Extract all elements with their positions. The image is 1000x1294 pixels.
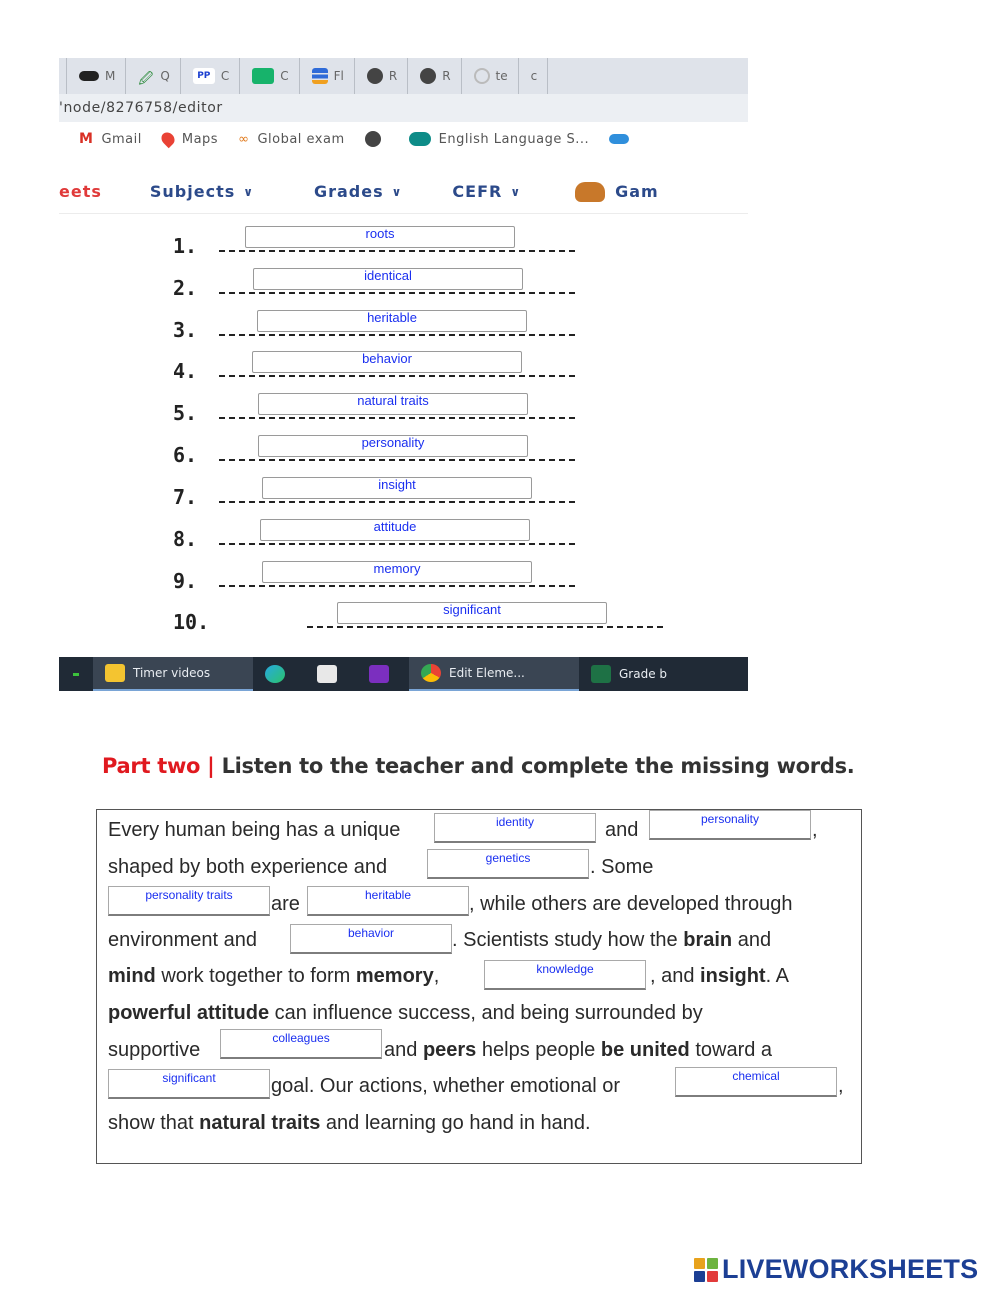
answer-box[interactable]: genetics: [427, 849, 589, 879]
bookmarks-bar: [59, 122, 748, 156]
dashed-line: [219, 585, 575, 587]
chevron-down-icon: ∨: [243, 184, 254, 199]
chrome-icon: [421, 664, 441, 682]
address-bar[interactable]: [59, 94, 748, 122]
folder-icon: [105, 664, 125, 682]
taskbar-onenote[interactable]: [357, 657, 409, 691]
browser-tab[interactable]: PP C: [181, 58, 240, 94]
taskbar-chrome-edit-element[interactable]: Edit Eleme...: [409, 657, 579, 691]
editor-screenshot: [59, 58, 748, 691]
gmail-icon: M: [79, 131, 94, 147]
answer-box[interactable]: behavior: [290, 924, 452, 954]
answer-box[interactable]: identity: [434, 813, 596, 843]
forms-icon: [312, 68, 328, 84]
bookmark-english-language[interactable]: English Language S...: [409, 132, 590, 147]
status-dot-icon: [73, 673, 79, 676]
browser-tab[interactable]: C: [240, 58, 299, 94]
answer-box[interactable]: significant: [337, 602, 607, 624]
browser-tab[interactable]: M: [67, 58, 126, 94]
cloud-icon: [609, 134, 629, 144]
dashed-line: [219, 375, 575, 377]
answer-box[interactable]: significant: [108, 1069, 270, 1099]
pen-icon: 🖉: [138, 71, 154, 87]
sharepoint-icon: [409, 132, 431, 146]
bookmark-maps[interactable]: Maps: [162, 132, 218, 147]
dashed-line: [307, 626, 663, 628]
answer-box[interactable]: memory: [262, 561, 532, 583]
bookmark-gmail[interactable]: M Gmail: [79, 131, 142, 147]
browser-tab[interactable]: [59, 58, 67, 94]
onenote-icon: [369, 665, 389, 683]
list-item: 3. heritable: [173, 310, 593, 352]
browser-tab[interactable]: Fl: [300, 58, 355, 94]
globe-icon: [420, 68, 436, 84]
browser-tab[interactable]: c: [519, 58, 549, 94]
address-text: 'node/8276758/editor: [59, 100, 223, 116]
logo-wordmark: LIVEWORKSHEETS: [722, 1254, 979, 1284]
cloze-passage: Every human being has a unique identity and personality , shaped by both experience and genetics . Some personality traits are heritable , while others are developed through environment and behavior . Scientists study how the brain and mind work together to form memory, knowledge , and insight. A powerful attitude can influence success, and being surrounded by supportive colleagues and peers helps people be united toward a significant goal. Our actions, whether emotional or chemical , show that natural traits and learning go hand in hand.: [96, 809, 862, 1164]
answer-box[interactable]: personality: [649, 810, 811, 840]
dashed-line: [219, 459, 575, 461]
taskbar-store[interactable]: [305, 657, 357, 691]
pp-icon: PP: [193, 68, 215, 84]
answer-list: [59, 226, 748, 646]
answer-box[interactable]: roots: [245, 226, 515, 248]
site-navigation: [59, 170, 748, 214]
nav-worksheets[interactable]: eets: [59, 182, 102, 201]
globe-icon: [365, 131, 381, 147]
dashed-line: [219, 334, 575, 336]
bookmark-global-exam[interactable]: ∞ Global exam: [238, 131, 345, 147]
edge-icon: [265, 665, 285, 683]
taskbar-timer-videos[interactable]: Timer videos: [93, 657, 253, 691]
globe-icon: [367, 68, 383, 84]
answer-box[interactable]: heritable: [307, 886, 469, 916]
dashed-line: [219, 543, 575, 545]
browser-tab[interactable]: R: [355, 58, 408, 94]
list-item: 9. memory: [173, 561, 593, 603]
taskbar-edge[interactable]: [253, 657, 305, 691]
answer-box[interactable]: personality traits: [108, 886, 270, 916]
list-item: 1. roots: [173, 226, 593, 268]
nav-games[interactable]: Gam: [575, 182, 659, 202]
answer-box[interactable]: attitude: [260, 519, 530, 541]
nav-cefr[interactable]: CEFR ∨: [452, 182, 522, 201]
answer-box[interactable]: insight: [262, 477, 532, 499]
taskbar-excel[interactable]: Grade b: [579, 657, 679, 691]
bookmark-cloud[interactable]: [609, 134, 637, 144]
answer-box[interactable]: identical: [253, 268, 523, 290]
logo-grid-icon: [694, 1258, 718, 1282]
taskbar-item[interactable]: [59, 657, 93, 691]
dashed-line: [219, 417, 575, 419]
liveworksheets-logo: [694, 1254, 978, 1285]
list-item: 6. personality: [173, 435, 593, 477]
infinity-icon: ∞: [238, 131, 250, 147]
answer-box[interactable]: colleagues: [220, 1029, 382, 1059]
check-circle-icon: [474, 68, 490, 84]
answer-box[interactable]: natural traits: [258, 393, 528, 415]
maps-pin-icon: [159, 130, 177, 148]
list-item: 7. insight: [173, 477, 593, 519]
part-two-title: Part two | Listen to the teacher and complete the missing words.: [102, 754, 855, 778]
answer-box[interactable]: heritable: [257, 310, 527, 332]
os-taskbar: [59, 657, 748, 691]
answer-box[interactable]: behavior: [252, 351, 522, 373]
answer-box[interactable]: chemical: [675, 1067, 837, 1097]
browser-tab-strip: [59, 58, 748, 94]
toggle-icon: [79, 71, 99, 81]
bookmark-globe[interactable]: [365, 131, 389, 147]
browser-tab[interactable]: 🖉 Q: [126, 58, 180, 94]
excel-icon: [591, 665, 611, 683]
app-icon: [252, 68, 274, 84]
chevron-down-icon: ∨: [391, 184, 403, 199]
list-item: 4. behavior: [173, 351, 593, 393]
browser-tab[interactable]: te: [462, 58, 519, 94]
answer-box[interactable]: knowledge: [484, 960, 646, 990]
dashed-line: [219, 250, 575, 252]
nav-grades[interactable]: Grades ∨: [313, 182, 403, 201]
dashed-line: [219, 501, 575, 503]
store-icon: [317, 665, 337, 683]
list-item: 5. natural traits: [173, 393, 593, 435]
chevron-down-icon: ∨: [510, 184, 522, 199]
nav-subjects[interactable]: Subjects ∨: [149, 182, 254, 201]
list-item: 8. attitude: [173, 519, 593, 561]
dashed-line: [219, 292, 575, 294]
owl-icon: [575, 182, 605, 202]
browser-tab[interactable]: R: [408, 58, 461, 94]
list-item: 10. significant: [173, 602, 593, 644]
answer-box[interactable]: personality: [258, 435, 528, 457]
list-item: 2. identical: [173, 268, 593, 310]
